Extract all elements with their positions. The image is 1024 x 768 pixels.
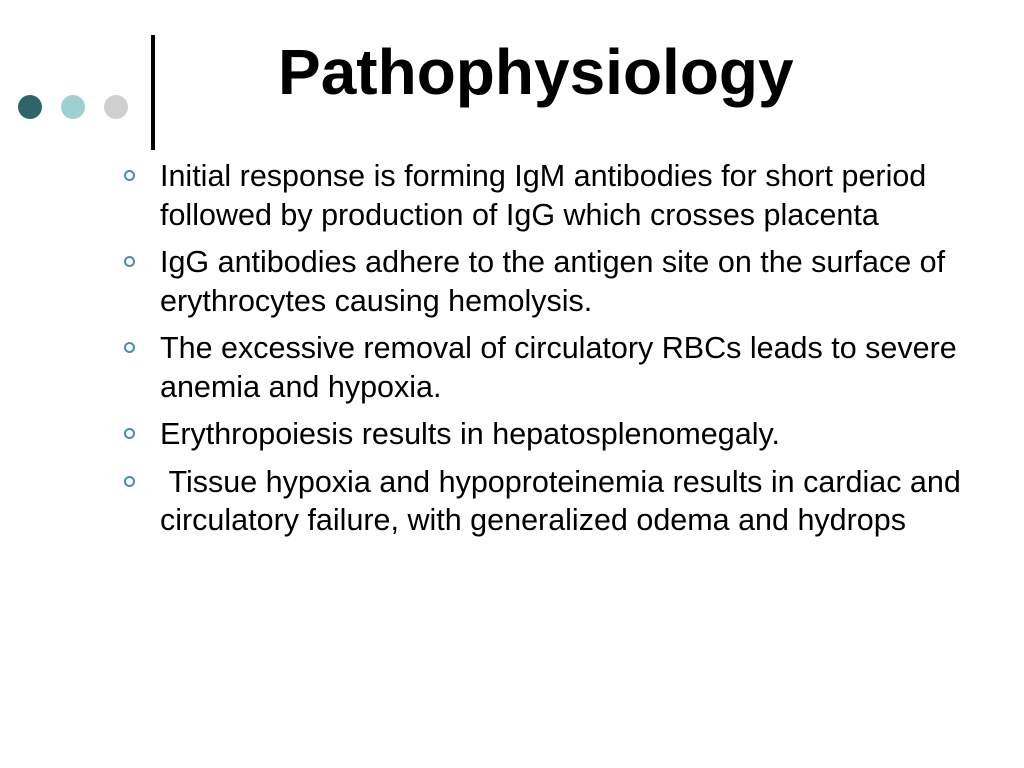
ring-bullet-icon xyxy=(124,428,135,439)
ring-bullet-icon xyxy=(124,170,135,181)
bullet-list xyxy=(0,157,1010,549)
bullet-item xyxy=(0,463,1010,540)
bullet-item xyxy=(0,243,1010,320)
ring-bullet-icon xyxy=(124,476,135,487)
bullet-item xyxy=(0,157,1010,234)
bullet-text: Erythropoiesis results in hepatosplenomegaly. xyxy=(160,417,780,451)
vertical-divider xyxy=(151,35,155,150)
bullet-text: Initial response is forming IgM antibodies for short period followed by production of IgG which crosses placenta xyxy=(160,159,935,232)
bullet-item xyxy=(0,329,1010,406)
light-teal-dot-icon xyxy=(61,95,85,119)
dark-teal-dot-icon xyxy=(18,95,42,119)
gray-dot-icon xyxy=(104,95,128,119)
ring-bullet-icon xyxy=(124,256,135,267)
bullet-text: Tissue hypoxia and hypoproteinemia results in cardiac and circulatory failure, with generalized odema and hydrops xyxy=(160,464,970,537)
bullet-text: IgG antibodies adhere to the antigen site on the surface of erythrocytes causing hemolysis. xyxy=(160,245,954,318)
bullet-text: The excessive removal of circulatory RBCs leads to severe anemia and hypoxia. xyxy=(160,331,966,404)
ring-bullet-icon xyxy=(124,342,135,353)
bullet-item xyxy=(0,415,1010,454)
slide-title: Pathophysiology xyxy=(278,36,794,108)
